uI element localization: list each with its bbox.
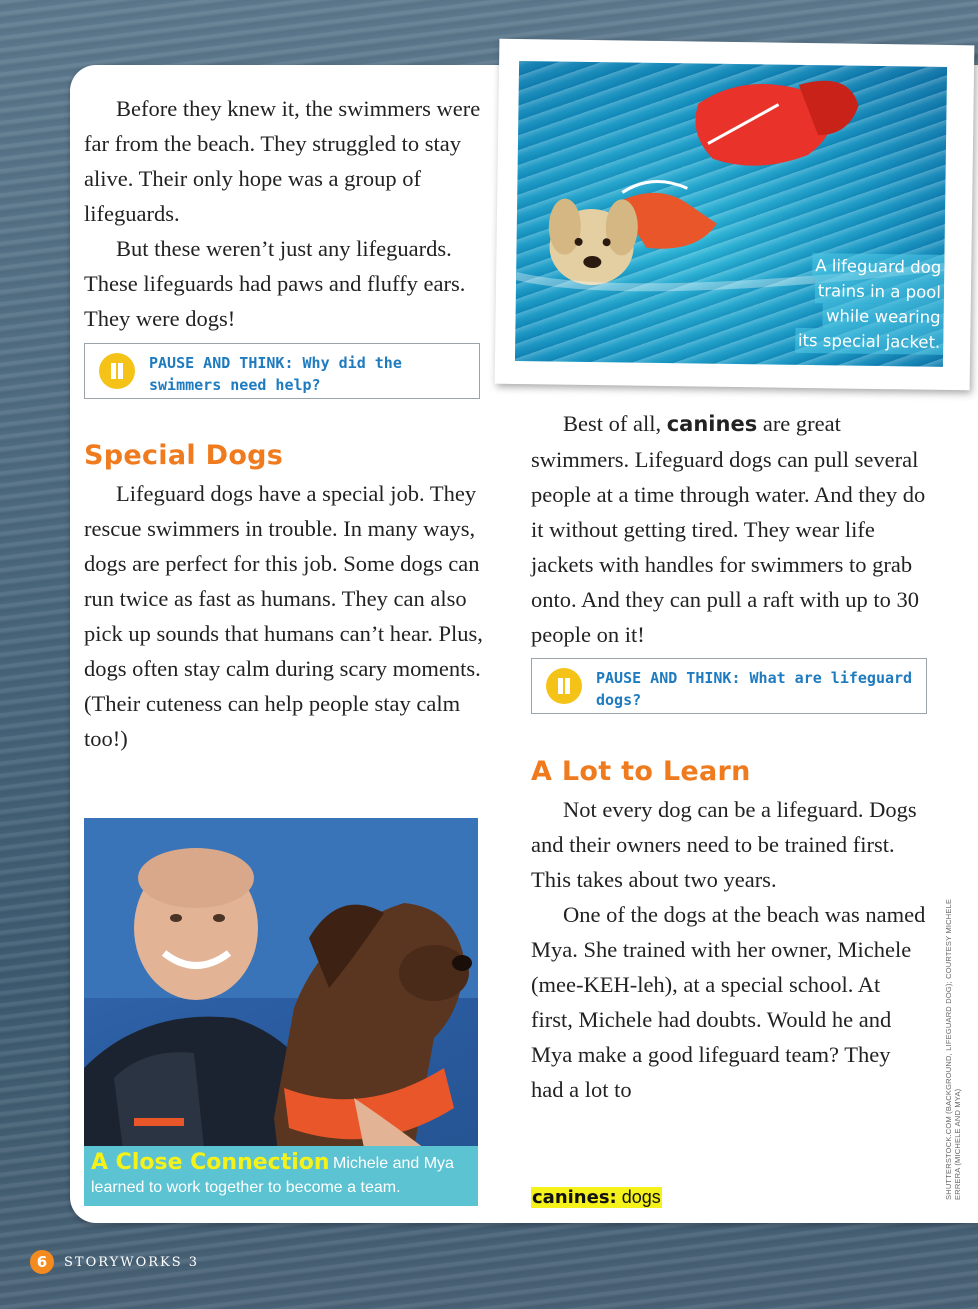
page-number: 6	[30, 1250, 54, 1274]
pause-and-think-box-1	[84, 343, 480, 399]
caption-line-2: learned to work together to become a team.	[91, 1179, 401, 1196]
intro-text	[84, 91, 484, 336]
heading-a-lot-to-learn: A Lot to Learn	[531, 756, 751, 787]
vocab-word-canines: canines	[666, 412, 758, 436]
pool-caption-line-4: its special jacket.	[795, 328, 944, 355]
pool-caption-line-2: trains in a pool	[815, 278, 944, 305]
special-dogs-paragraph: Lifeguard dogs have a special job. They rescue swimmers in trouble. In many ways, dogs are perfect for this job. Some dogs can run twice as fast as humans. They can also pick up sounds that humans can’t hear. Plus, dogs often stay calm during scary moments. (Their cuteness can help people stay calm too!)	[84, 481, 483, 751]
photo-credit: SHUTTERSTOCK.COM (BACKGROUND, LIFEGUARD DOG); COURTESY MICHELE ERRERA (MICHELE AND MYA)	[944, 898, 962, 1200]
glossary-definition: dogs	[621, 1187, 661, 1207]
pause-and-think-text-2: PAUSE AND THINK: What are lifeguard dogs?	[596, 669, 913, 709]
pause-and-think-box-2	[531, 658, 927, 714]
best-of-all-paragraph	[531, 406, 926, 652]
heading-special-dogs: Special Dogs	[84, 440, 284, 471]
caption-line-1: Michele and Mya	[333, 1155, 454, 1172]
learn-paragraph-2: One of the dogs at the beach was named Mya. She trained with her owner, Michele (mee-KEH-leh), at a special school. At first, Michele had doubts. Would he and Mya make a good lifeguard team? They had a lot to	[531, 902, 926, 1102]
special-dogs-text	[84, 476, 484, 756]
photo-frame-pool	[495, 39, 975, 391]
pool-caption-line-3: while wearing	[823, 303, 944, 330]
intro-paragraph-2: But these weren’t just any lifeguards. These lifeguards had paws and fluffy ears. They were dogs!	[84, 236, 466, 331]
photo-dog-in-pool	[515, 61, 947, 367]
intro-paragraph-1: Before they knew it, the swimmers were far from the beach. They struggled to stay alive. Their only hope was a group of lifeguards.	[84, 96, 481, 226]
magazine-name: STORYWORKS 3	[64, 1255, 200, 1270]
pool-caption-line-1: A lifeguard dog	[812, 253, 944, 280]
pool-caption	[795, 253, 945, 355]
pause-and-think-text-1: PAUSE AND THINK: Why did the swimmers need help?	[149, 354, 402, 394]
caption-title: A Close Connection	[91, 1150, 330, 1175]
pause-icon	[546, 668, 582, 704]
learn-paragraph-1: Not every dog can be a lifeguard. Dogs and their owners need to be trained first. This takes about two years.	[531, 797, 917, 892]
glossary-term: canines:	[532, 1187, 617, 1208]
photo-michele-and-mya	[84, 818, 478, 1206]
glossary-entry	[531, 1187, 662, 1208]
best-prefix: Best of all,	[563, 411, 662, 436]
photo-caption-bar	[84, 1146, 478, 1206]
best-rest: are great swimmers. Lifeguard dogs can pull several people at a time through water. And they do it without getting tired. They wear life jackets with handles for swimmers to grab onto. And they can pull a raft with up to 30 people on it!	[531, 411, 926, 647]
best-of-all-text	[531, 406, 926, 652]
a-lot-to-learn-text	[531, 792, 926, 1107]
pause-icon	[99, 353, 135, 389]
